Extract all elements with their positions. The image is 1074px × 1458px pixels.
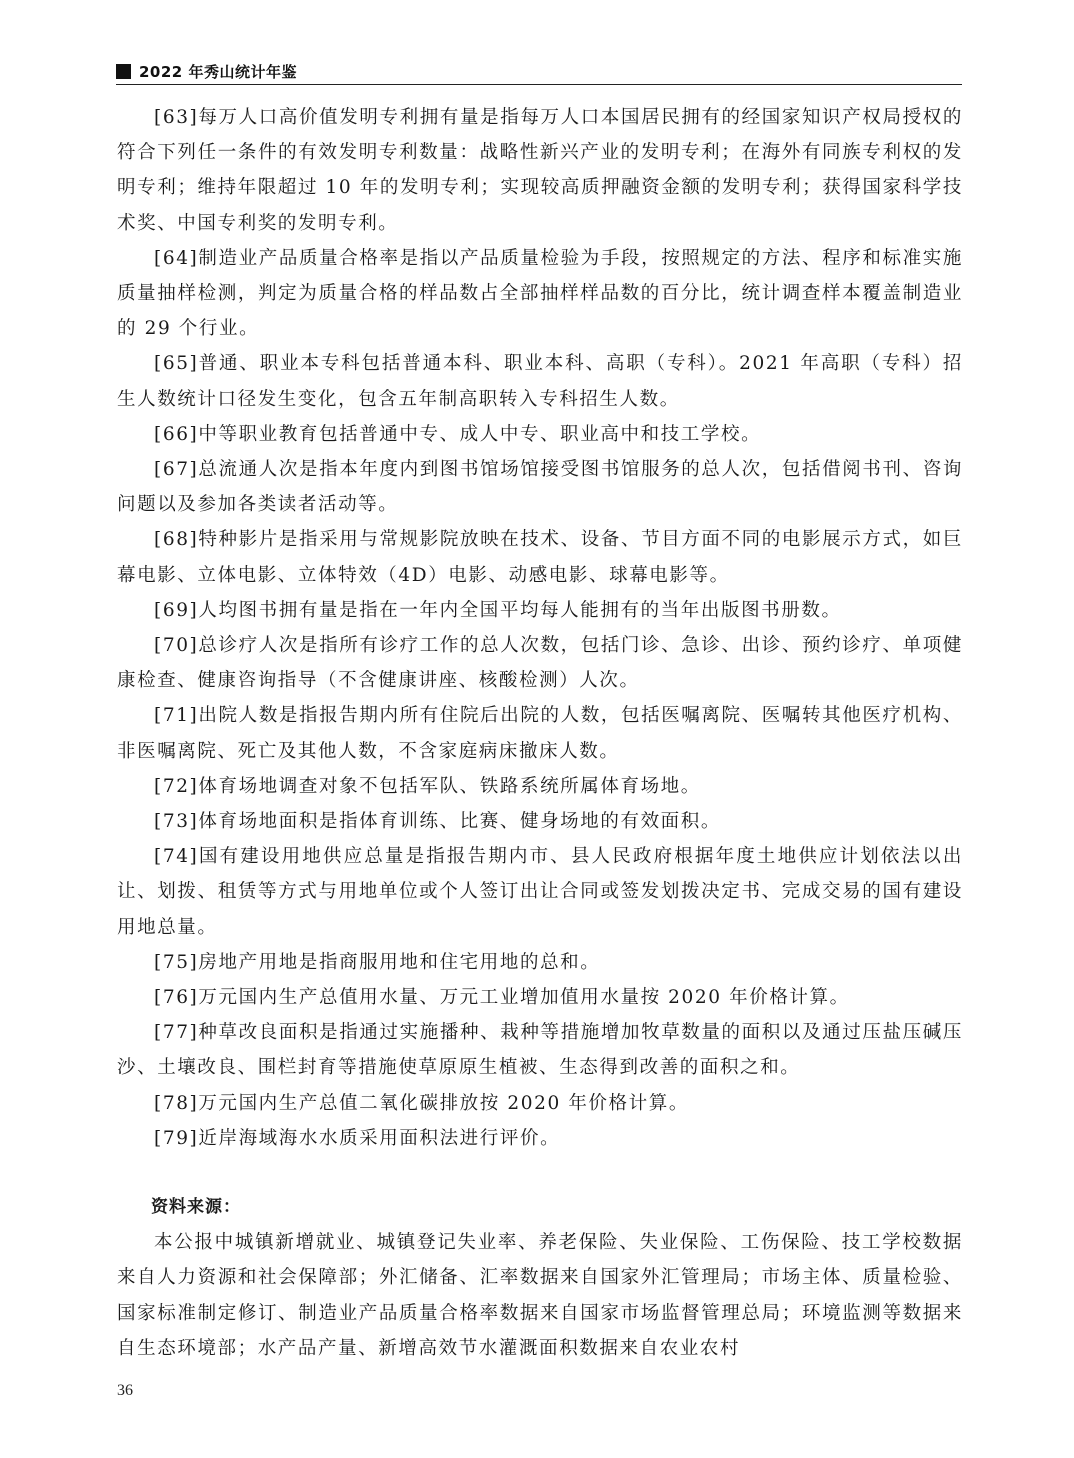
sources-heading: 资料来源： — [151, 1197, 241, 1218]
note-65: [65]普通、职业本专科包括普通本科、职业本科、高职（专科）。2021 年高职（专科）招生人数统计口径发生变化，包含五年制高职转入专科招生人数。 — [117, 353, 963, 410]
note-66: [66]中等职业教育包括普通中专、成人中专、职业高中和技工学校。 — [154, 423, 762, 445]
note-78: [78]万元国内生产总值二氧化碳排放按 2020 年价格计算。 — [154, 1092, 689, 1114]
sources-body: 本公报中城镇新增就业、城镇登记失业率、养老保险、失业保险、工伤保险、技工学校数据来自人力资源和社会保障部；外汇储备、汇率数据来自国家外汇管理局；市场主体、质量检验、国家标准制定修订、制造业产品质量合格率数据来自国家市场监督管理总局；环境监测等数据来自生态环境部；水产品产量、新增高效节水灌溉面积数据来自农业农村 — [117, 1232, 963, 1359]
note-68: [68]特种影片是指采用与常规影院放映在技术、设备、节目方面不同的电影展示方式，如巨幕电影、立体电影、立体特效（4D）电影、动感电影、球幕电影等。 — [117, 529, 963, 586]
header-title: 2022 年秀山统计年鉴 — [139, 62, 297, 81]
page-number: 36 — [117, 1382, 133, 1399]
note-69: [69]人均图书拥有量是指在一年内全国平均每人能拥有的当年出版图书册数。 — [154, 599, 842, 621]
note-63: [63]每万人口高价值发明专利拥有量是指每万人口本国居民拥有的经国家知识产权局授权的符合下列任一条件的有效发明专利数量：战略性新兴产业的发明专利；在海外有同族专利权的发明专利；维持年限超过 10 年的发明专利；实现较高质押融资金额的发明专利；获得国家科学技术奖、中国专利奖的发明专利。 — [117, 107, 963, 234]
header-square-marker — [116, 64, 131, 79]
running-header — [116, 58, 962, 84]
note-67: [67]总流通人次是指本年度内到图书馆场馆接受图书馆服务的总人次，包括借阅书刊、咨询问题以及参加各类读者活动等。 — [117, 459, 963, 516]
note-70: [70]总诊疗人次是指所有诊疗工作的总人次数，包括门诊、急诊、出诊、预约诊疗、单项健康检查、健康咨询指导（不含健康讲座、核酸检测）人次。 — [117, 635, 963, 692]
header-rule — [116, 84, 962, 85]
note-74: [74]国有建设用地供应总量是指报告期内市、县人民政府根据年度土地供应计划依法以出让、划拨、租赁等方式与用地单位或个人签订出让合同或签发划拨决定书、完成交易的国有建设用地总量。 — [117, 846, 963, 938]
note-76: [76]万元国内生产总值用水量、万元工业增加值用水量按 2020 年价格计算。 — [154, 987, 850, 1009]
note-77: [77]种草改良面积是指通过实施播种、栽种等措施增加牧草数量的面积以及通过压盐压碱压沙、土壤改良、围栏封育等措施使草原原生植被、生态得到改善的面积之和。 — [117, 1022, 963, 1079]
notes-body — [117, 100, 963, 1366]
note-64: [64]制造业产品质量合格率是指以产品质量检验为手段，按照规定的方法、程序和标准实施质量抽样检测，判定为质量合格的样品数占全部抽样样品数的百分比，统计调查样本覆盖制造业的 29 个行业。 — [117, 247, 963, 340]
note-72: [72]体育场地调查对象不包括军队、铁路系统所属体育场地。 — [154, 775, 701, 797]
note-71: [71]出院人数是指报告期内所有住院后出院的人数，包括医嘱离院、医嘱转其他医疗机构、非医嘱离院、死亡及其他人数，不含家庭病床撤床人数。 — [117, 705, 963, 762]
note-75: [75]房地产用地是指商服用地和住宅用地的总和。 — [154, 951, 601, 973]
note-73: [73]体育场地面积是指体育训练、比赛、健身场地的有效面积。 — [154, 811, 721, 833]
note-79: [79]近岸海域海水水质采用面积法进行评价。 — [154, 1127, 561, 1149]
